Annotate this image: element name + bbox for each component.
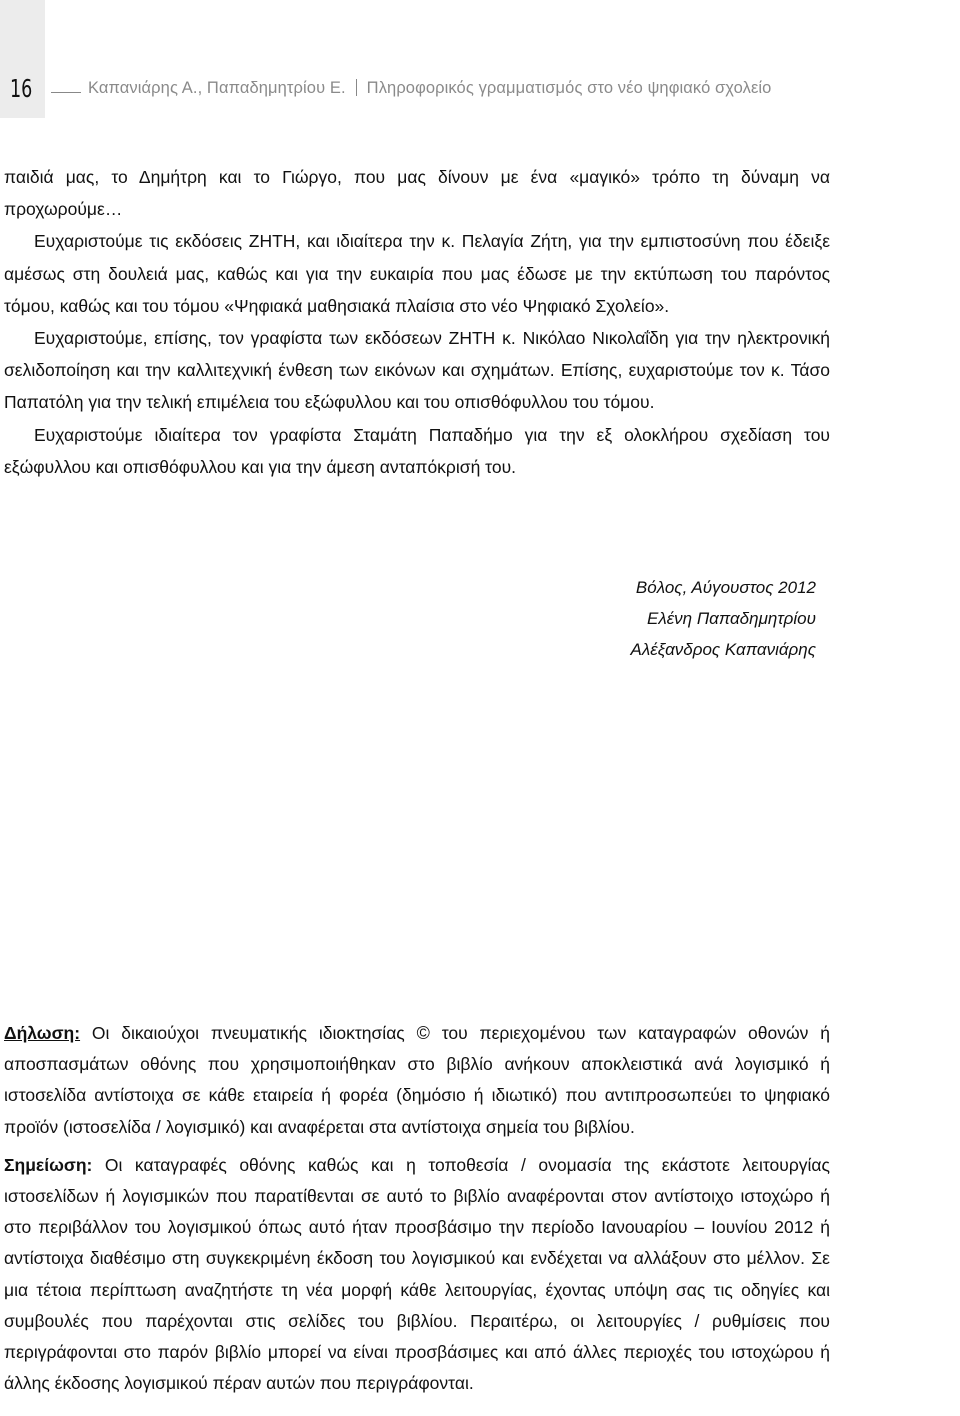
note bbox=[4, 1150, 830, 1400]
statement-text: Οι δικαιούχοι πνευματικής ιδιοκτησίας bbox=[80, 1023, 417, 1043]
body-text bbox=[4, 161, 830, 483]
author-name: Ελένη Παπαδημητρίου bbox=[646, 609, 816, 628]
paragraph: Ευχαριστούμε τις εκδόσεις ΖΗΤΗ, και ιδιαίτερα την κ. Πελαγία Ζήτη, για την εμπιστοσύνη που έδειξε αμέσως στη δουλειά μας, καθώς και για την ευκαιρία που μας έδωσε με την εκτύπωση του παρόντος τόμου, καθώς και του τόμου «Ψηφιακά μαθησιακά πλαίσια στο νέο Ψηφιακό Σχολείο». bbox=[4, 231, 830, 316]
header-book-title: Πληροφορικός γραμματισμός στο νέο ψηφιακό σχολείο bbox=[366, 79, 772, 97]
header-authors: Καπανιάρης Α., Παπαδημητρίου Ε. bbox=[88, 79, 346, 97]
note-text: Οι καταγραφές οθόνης καθώς και η τοποθεσία / ονομασία της εκάστοτε λειτουργίας ιστοσελίδων ή λογισμικών που παρατίθενται σε αυτό το βιβλίο αναφέρονται στον αντίστοιχο ιστοχώρο ή στο περιβάλλον του λογισμικού όπως αυτό ήταν προσβάσιμο την περίοδο Ιανουαρίου – Ιουνίου 2012 ή αντίστοιχα διαθέσιμο στη συγκεκριμένη έκδοση του λογισμικού και ενδέχεται να αλλάξουν στο μέλλον. Σε μια τέτοια περίπτωση αναζητήστε τη νέα μορφή κάθε λειτουργίας, έχοντας υπόψη σας τις οδηγίες και συμβουλές που παρέχονται στις σελίδες του βιβλίου. Περαιτέρω, οι λειτουργίες / ρυθμίσεις που περιγράφονται στο παρόν βιβλίο μπορεί να είναι προσβάσιμες και από άλλες περιοχές του ιστοχώρου ή άλλης έκδοσης λογισμικού πέραν αυτών που περιγράφονται. bbox=[4, 1154, 830, 1394]
statement-label: Δήλωση: bbox=[4, 1023, 81, 1043]
paragraph: παιδιά μας, το Δημήτρη και το Γιώργο, που μας δίνουν με ένα «μαγικό» τρόπο τη δύναμη να προχωρούμε… bbox=[4, 167, 830, 220]
running-header bbox=[88, 79, 771, 98]
place-date: Βόλος, Αύγουστος 2012 bbox=[635, 578, 816, 597]
paragraph: Ευχαριστούμε ιδιαίτερα τον γραφίστα Σταμάτη Παπαδήμο για την εξ ολοκλήρου σχεδίαση του εξώφυλλου και οπισθόφυλλου και για την άμεση ανταπόκρισή του. bbox=[4, 424, 830, 477]
header-separator bbox=[356, 79, 357, 96]
copyright-icon: © bbox=[416, 1023, 430, 1043]
paragraph: Ευχαριστούμε, επίσης, τον γραφίστα των εκδόσεων ΖΗΤΗ κ. Νικόλαο Νικολαΐδη για την ηλεκτρονική σελιδοποίηση και την καλλιτεχνική ένθεση των εικόνων και σχημάτων. Επίσης, ευχαριστούμε τον κ. Τάσο Παπατόλη για την τελική επιμέλεια του εξώφυλλου και του οπισθόφυλλου του τόμου. bbox=[4, 328, 830, 413]
header-rule bbox=[51, 92, 81, 93]
page-number: 16 bbox=[10, 74, 33, 103]
note-label: Σημείωση: bbox=[4, 1154, 93, 1175]
notes-section bbox=[4, 1018, 830, 1406]
statement-text: του περιεχομένου των καταγραφών οθονών ή αποσπασμάτων οθόνης που χρησιμοποιήθηκαν στο βιβλίο ανήκουν αποκλειστικά ανά λογισμικό ή ιστοσελίδα αντίστοιχα σε κάθε εταιρεία ή φορέα (δημόσιο ή ιδιωτικό) που αντιπροσωπεύει το ψηφιακό προϊόν (ιστοσελίδα / λογισμικό) και αναφέρεται στα αντίστοιχα σημεία του βιβλίου. bbox=[4, 1023, 830, 1137]
copyright-statement bbox=[4, 1018, 830, 1143]
author-name: Αλέξανδρος Καπανιάρης bbox=[630, 640, 816, 659]
signature-block bbox=[560, 572, 816, 665]
